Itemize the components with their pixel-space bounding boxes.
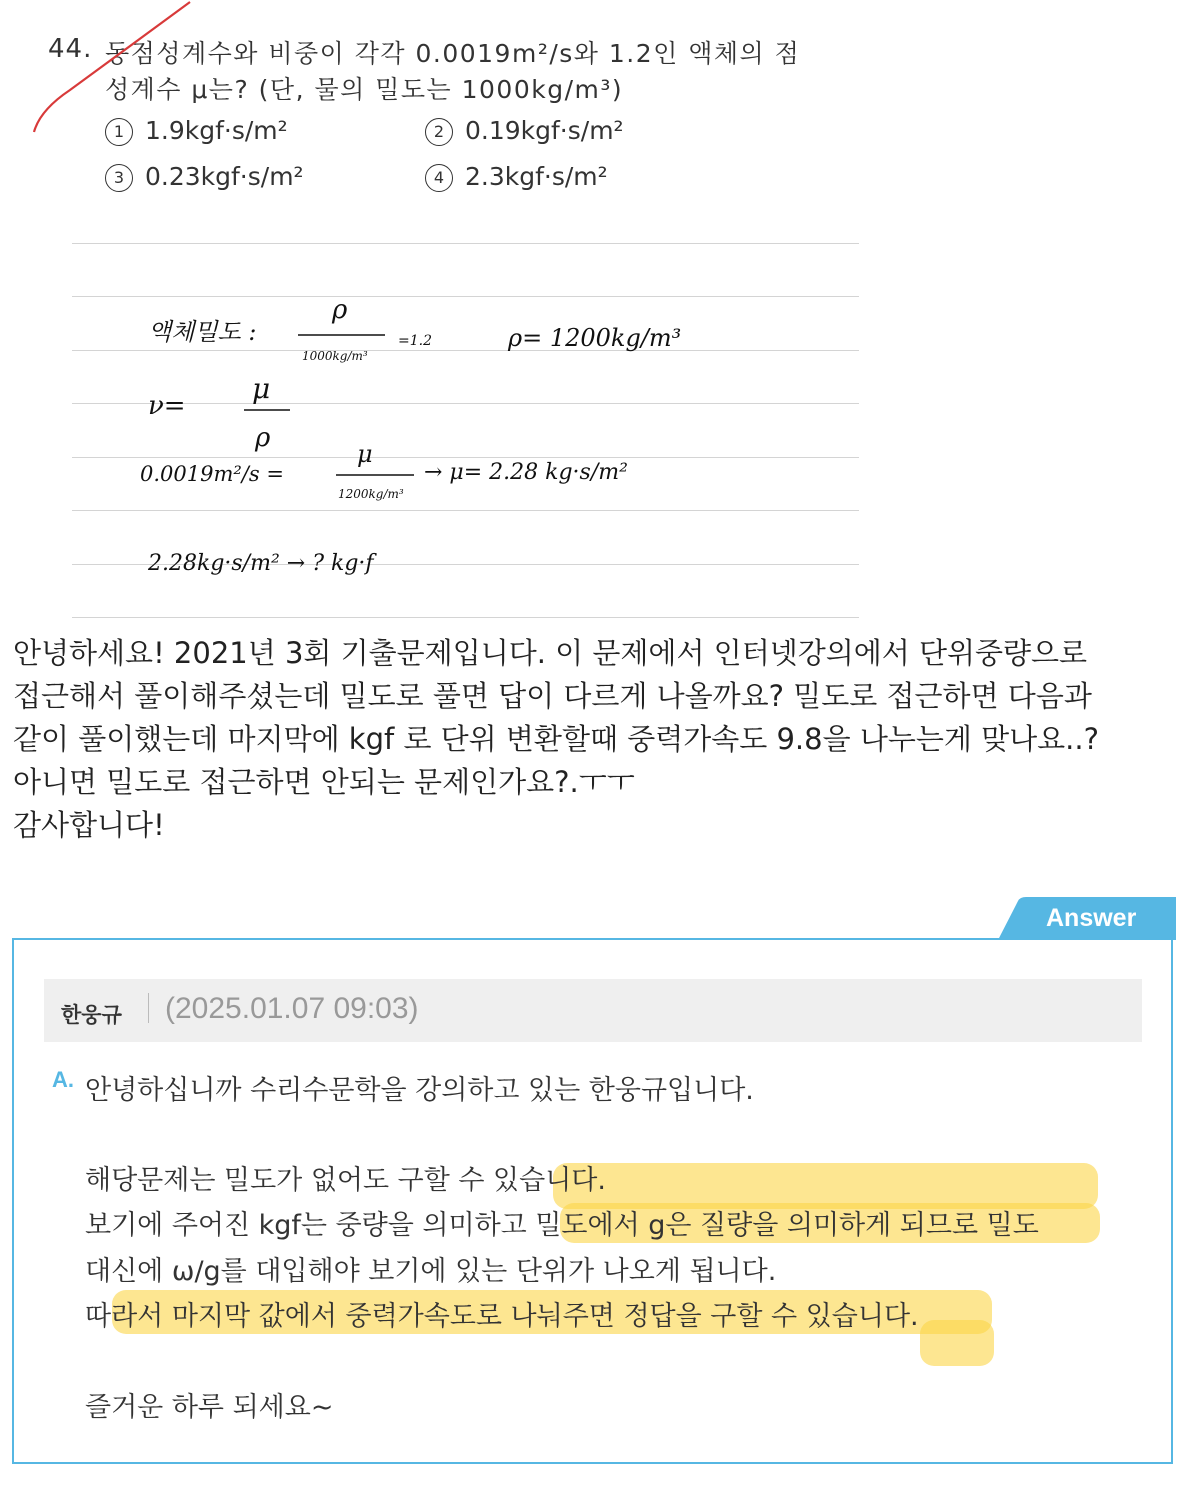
option-2-text: 0.19kgf·s/m² xyxy=(465,116,624,145)
meta-divider xyxy=(148,993,149,1023)
question-number: 44. xyxy=(48,34,93,64)
option-2-mark: 2 xyxy=(425,118,453,146)
hw-frac3-num: μ xyxy=(357,440,373,468)
hw-density-label: 액체밀도 : xyxy=(148,318,257,346)
question-body-line: 안녕하세요! 2021년 3회 기출문제입니다. 이 문제에서 인터넷강의에서 단위중량으로 xyxy=(13,636,1088,670)
option-4-mark: 4 xyxy=(425,164,453,192)
answer-line: 해당문제는 밀도가 없어도 구할 수 있습니다. xyxy=(85,1165,606,1196)
option-4-text: 2.3kgf·s/m² xyxy=(465,162,608,191)
option-1-mark: 1 xyxy=(105,118,133,146)
hw-frac2-den: ρ xyxy=(255,423,271,453)
question-body-line: 접근해서 풀이해주셨는데 밀도로 풀면 답이 다르게 나올까요? 밀도로 접근하면 다음과 xyxy=(13,679,1092,713)
hw-frac3-den: 1200kg/m³ xyxy=(338,487,404,501)
highlight-stroke xyxy=(920,1320,994,1366)
answer-line: 보기에 주어진 kgf는 중량을 의미하고 밀도에서 g은 질량을 의미하게 되므로 밀도 xyxy=(85,1210,1039,1241)
hw-rho-result: ρ= 1200kg/m³ xyxy=(508,324,682,352)
hw-frac1-num: ρ xyxy=(332,295,348,325)
answer-date: (2025.01.07 09:03) xyxy=(165,992,419,1025)
exam-question-image xyxy=(0,0,1179,620)
question-body-line: 감사합니다! xyxy=(13,808,165,842)
red-pen-check-mark xyxy=(34,2,190,132)
hw-nu-value: 0.0019m²/s = xyxy=(140,462,284,486)
handwritten-solution xyxy=(0,0,1179,620)
option-3-mark: 3 xyxy=(105,164,133,192)
answer-tab-label: Answer xyxy=(1046,904,1137,932)
answer-author: 한웅규 xyxy=(61,1003,122,1027)
hw-conversion-question: 2.28kg·s/m² → ? kg·f xyxy=(148,551,374,576)
hw-mu-result: → μ= 2.28 kg·s/m² xyxy=(424,460,628,485)
answer-line: 대신에 ω/g를 대입해야 보기에 있는 단위가 나오게 됩니다. xyxy=(85,1256,777,1287)
question-body-line: 같이 풀이했는데 마지막에 kgf 로 단위 변환할때 중력가속도 9.8을 나누는게 맞나요..? xyxy=(13,722,1099,756)
hw-equals-1-2: =1.2 xyxy=(398,333,432,349)
hw-frac1-den: 1000kg/m³ xyxy=(302,349,368,363)
question-line-2: 성계수 μ는? (단, 물의 밀도는 1000kg/m³) xyxy=(105,75,624,104)
option-3-text: 0.23kgf·s/m² xyxy=(145,162,304,191)
hw-nu-lhs: ν= xyxy=(148,391,186,421)
question-body-line: 아니면 밀도로 접근하면 안되는 문제인가요?.ㅜㅜ xyxy=(13,765,635,799)
answer-line: 따라서 마지막 값에서 중력가속도로 나눠주면 정답을 구할 수 있습니다. xyxy=(85,1301,919,1332)
hw-frac2-num: μ xyxy=(252,372,271,405)
option-1-text: 1.9kgf·s/m² xyxy=(145,116,288,145)
answer-line: 즐거운 하루 되세요~ xyxy=(85,1392,334,1423)
question-line-1: 동점성계수와 비중이 각각 0.0019m²/s와 1.2인 액체의 점 xyxy=(105,39,801,68)
answer-a-mark: A. xyxy=(52,1067,74,1092)
question-body xyxy=(13,632,1173,847)
answer-line: 안녕하십니까 수리수문학을 강의하고 있는 한웅규입니다. xyxy=(85,1075,754,1106)
